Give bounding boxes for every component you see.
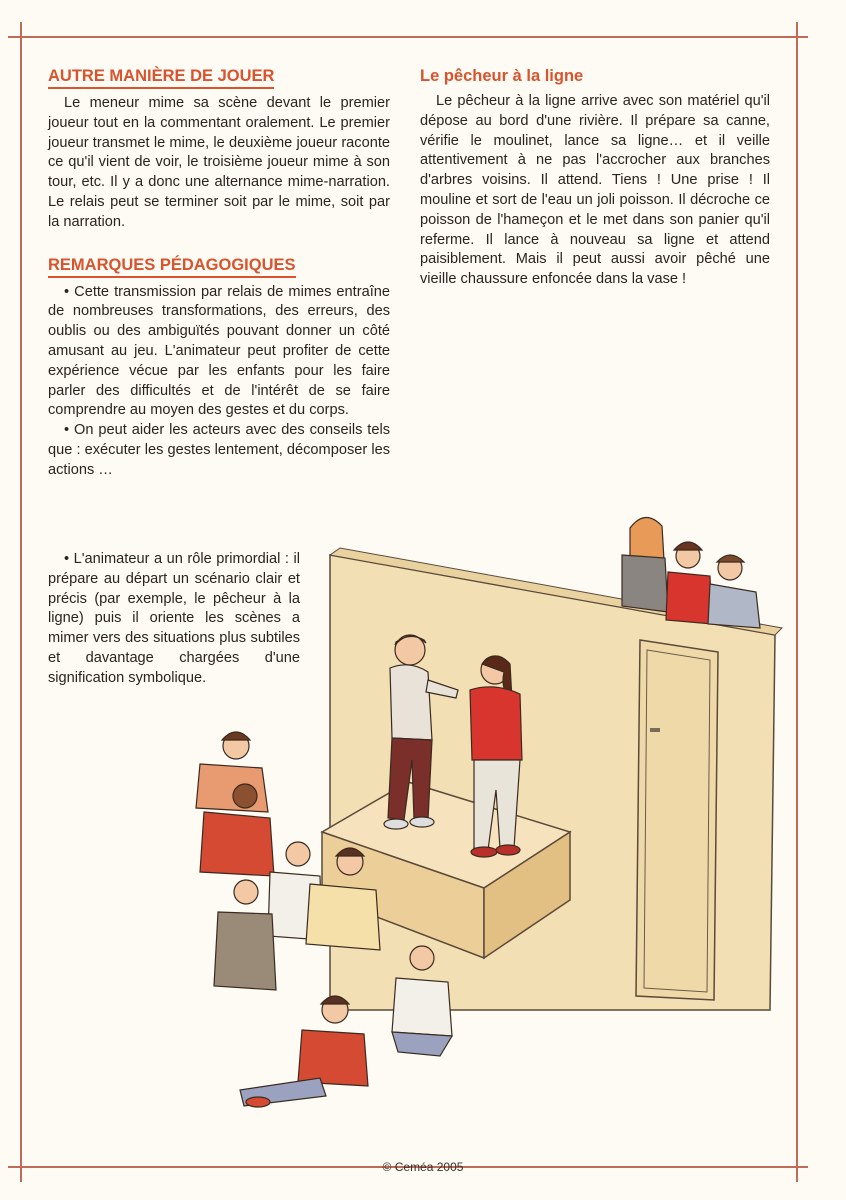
section-title-autre-maniere: AUTRE MANIÈRE DE JOUER (48, 66, 274, 89)
section-title-remarques: REMARQUES PÉDAGOGIQUES (48, 255, 296, 278)
section-autre-maniere (48, 66, 390, 233)
paragraph: • L'animateur a un rôle primordial : il prépare au départ un scénario clair et précis (par exemple, le pêcheur à la ligne) puis il oriente les scènes a mimer vers des situations plus subtiles et davantage chargées d'une signification symbolique. (48, 551, 300, 686)
paragraph: • On peut aider les acteurs avec des conseils tels que : exécuter les gestes lentement, décomposer les actions … (48, 422, 390, 478)
copyright-footer: © Ceméa 2005 (382, 1160, 464, 1174)
door-handle (650, 728, 660, 732)
paragraph: Le meneur mime sa scène devant le premier joueur tout en la commentant oralement. Le premier joueur transmet le mime, le deuxième joueur raconte ce qu'il vient de voir, le troisième joueur mime à son tour, etc. Il y a donc une alternance mime-narration. Le relais peut se terminer soit par le mime, soit par la narration. (48, 95, 390, 230)
section-remarques (48, 255, 390, 481)
right-column (420, 66, 770, 290)
left-column (48, 66, 390, 503)
section-title-pecheur: Le pêcheur à la ligne (420, 67, 584, 85)
paragraph: • Cette transmission par relais de mimes entraîne de nombreuses transformations, des erreurs, des oublis ou des ambiguïtés pouvant donner un côté amusant au jeu. L'animateur peut profiter de cette expérience vécue par les enfants pour les faire parler des difficultés et de l'intérêt de se faire comprendre au moyen des gestes et du corps. (48, 283, 390, 419)
left-column-narrow (48, 550, 300, 689)
paragraph: Le pêcheur à la ligne arrive avec son matériel qu'il dépose au bord d'une rivière. Il prépare sa canne, vérifie le moulinet, lance sa ligne… et il veille attentivement à ne pas l'accrocher aux branches d'arbres voisins. Il attend. Tiens ! Une prise ! Il mouline et sort de l'eau un joli poisson. Il décroche ce poisson de l'hameçon et le met dans son panier qu'il referme. Il lance à nouveau sa ligne et attend paisiblement. Mais il peut aussi avoir pêché une vieille chaussure enfoncée dans la vase ! (420, 93, 770, 288)
door (636, 640, 718, 1000)
